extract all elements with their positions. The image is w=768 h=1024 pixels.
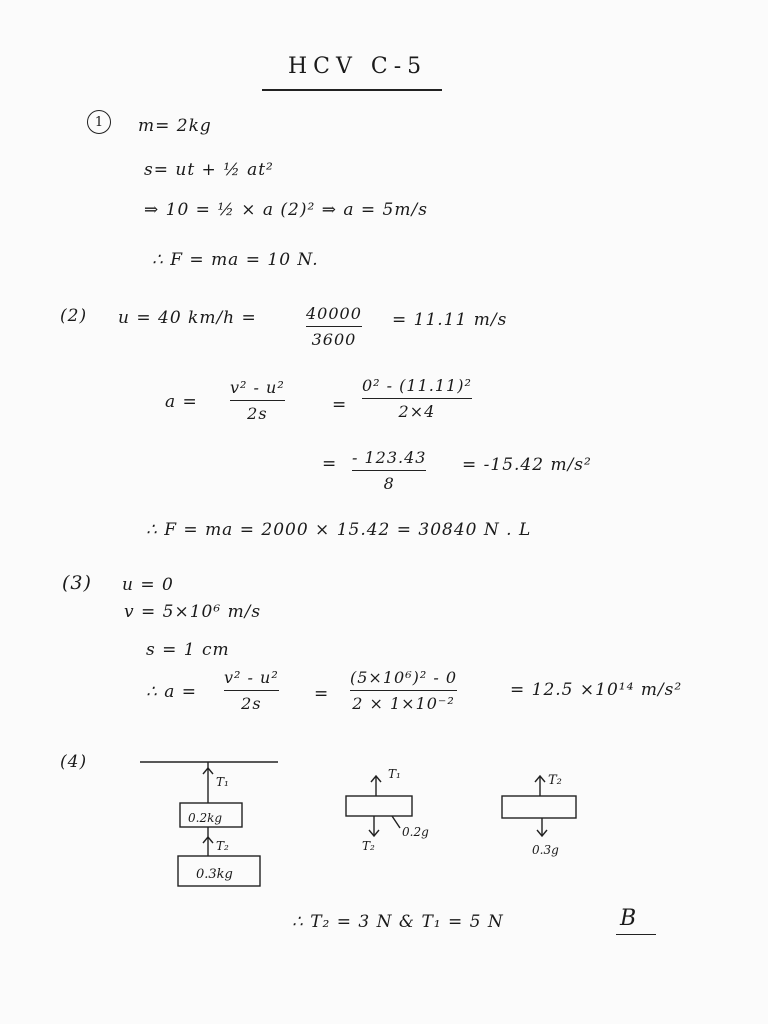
q2-velocity-denominator: 3600 bbox=[311, 330, 357, 350]
q2-result: ∴ F = ma = 2000 × 15.42 = 30840 N . L bbox=[146, 520, 532, 540]
q3-equals-sign: = bbox=[314, 684, 330, 704]
q4-result: ∴ T₂ = 3 N & T₁ = 5 N bbox=[292, 912, 504, 932]
fbd-1-label-weight: 0.2g bbox=[402, 825, 429, 839]
q2-accel-result: = -15.42 m/s² bbox=[462, 455, 592, 475]
q3-final-velocity: v = 5×10⁶ m/s bbox=[124, 602, 262, 622]
q4-number: (4) bbox=[60, 752, 88, 772]
q2-accel-f2-denominator: 2×4 bbox=[398, 402, 436, 422]
q3-distance: s = 1 cm bbox=[146, 640, 230, 660]
q3-f1-denominator: 2s bbox=[241, 694, 262, 714]
fbd-2-block bbox=[502, 796, 576, 818]
fbd-1-block bbox=[346, 796, 412, 816]
q2-velocity-rhs: = 11.11 m/s bbox=[392, 310, 508, 330]
fbd-1-label-t2: T₂ bbox=[362, 839, 375, 853]
q3-accel-lhs: ∴ a = bbox=[146, 682, 198, 702]
signature-mark: B bbox=[620, 906, 638, 931]
q3-f1-numerator: v² - u² bbox=[224, 668, 279, 687]
q3-initial-velocity: u = 0 bbox=[122, 575, 174, 595]
fbd-1-label-top: T₁ bbox=[388, 767, 401, 781]
q2-number: (2) bbox=[60, 306, 88, 326]
q2-accel-f1-denominator: 2s bbox=[247, 404, 268, 424]
q2-accel-f1-numerator: v² - u² bbox=[230, 378, 285, 397]
fbd-2-label-weight: 0.3g bbox=[532, 843, 559, 857]
q1-equation-1: s= ut + ½ at² bbox=[144, 160, 274, 180]
q1-number: 1 bbox=[87, 110, 111, 134]
label-t2: T₂ bbox=[216, 839, 229, 853]
label-block-1: 0.2kg bbox=[188, 811, 223, 825]
q2-velocity-numerator: 40000 bbox=[306, 304, 362, 323]
q3-f2-denominator: 2 × 1×10⁻² bbox=[352, 694, 455, 714]
label-block-2: 0.3kg bbox=[196, 867, 233, 882]
q2-accel-f3-numerator: - 123.43 bbox=[352, 448, 427, 467]
signature-underline bbox=[616, 934, 656, 935]
q2-equals-sign-2: = bbox=[322, 454, 338, 474]
q2-accel-f2-numerator: 0² - (11.11)² bbox=[362, 376, 472, 395]
fbd-2-label-top: T₂ bbox=[548, 773, 562, 788]
q2-velocity-lhs: u = 40 km/h = bbox=[118, 308, 257, 328]
label-t1: T₁ bbox=[216, 775, 229, 789]
q2-accel-lhs: a = bbox=[165, 392, 198, 412]
q2-accel-f3-denominator: 8 bbox=[383, 474, 395, 494]
q3-f2-numerator: (5×10⁶)² - 0 bbox=[350, 668, 458, 687]
page-title: HCV C-5 bbox=[288, 54, 428, 79]
q1-equation-2: ⇒ 10 = ½ × a (2)² ⇒ a = 5m/s bbox=[144, 200, 428, 220]
q3-result: = 12.5 ×10¹⁴ m/s² bbox=[510, 680, 683, 700]
fbd-1-weight-line bbox=[392, 816, 400, 828]
q3-number: (3) bbox=[62, 572, 92, 594]
q1-given: m= 2kg bbox=[138, 116, 212, 136]
q2-equals-sign: = bbox=[332, 395, 348, 415]
q1-result: ∴ F = ma = 10 N. bbox=[152, 250, 319, 270]
